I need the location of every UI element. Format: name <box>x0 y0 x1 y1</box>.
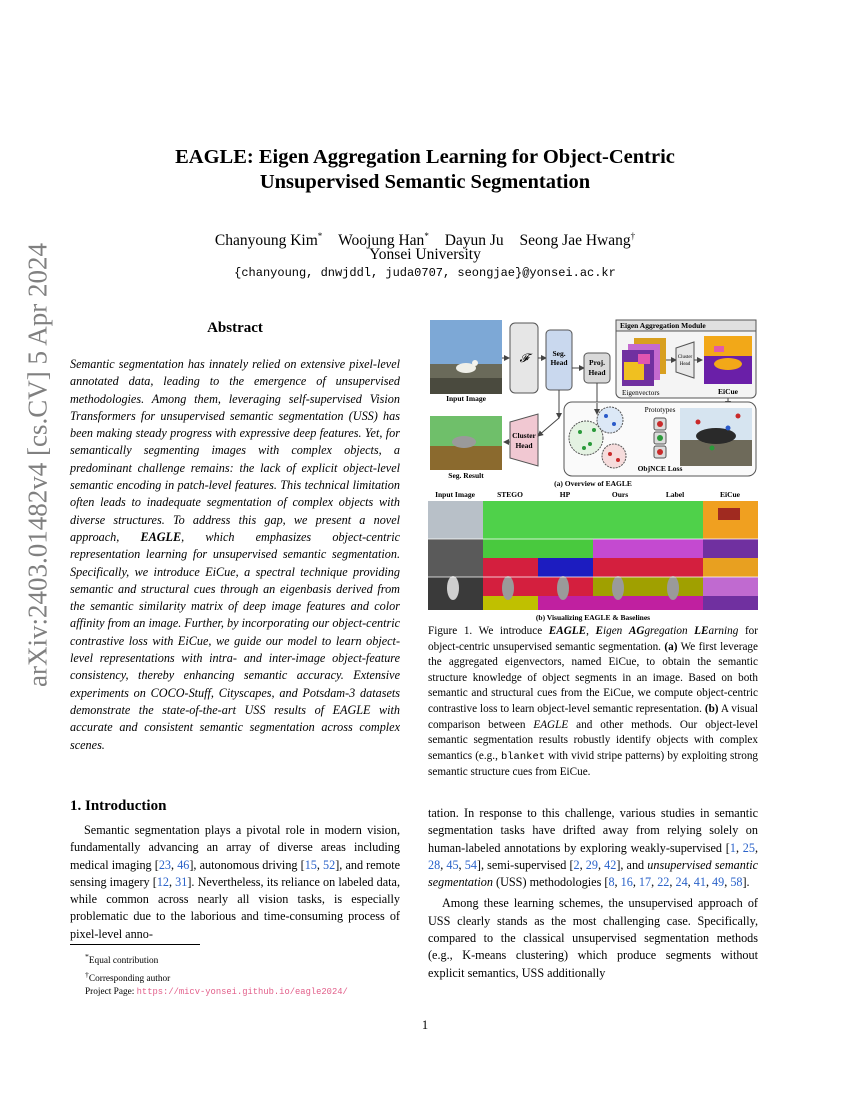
label-objnce: ObjNCE Loss <box>637 464 683 473</box>
cluster-head-small <box>676 342 694 378</box>
author: Dayun Ju <box>444 232 504 250</box>
project-page-link[interactable]: https://micv-yonsei.github.io/eagle2024/ <box>136 987 348 998</box>
abstract-heading: Abstract <box>207 320 263 336</box>
footnote-project: Project Page: https://micv-yonsei.github.io/eagle2024/ <box>85 987 348 998</box>
citation-link[interactable]: 16 <box>620 875 633 890</box>
cluster-head-small-label: Cluster <box>677 355 693 360</box>
cluster-head-label: Cluster <box>512 431 536 440</box>
footnote-corresponding: †Corresponding author <box>85 970 171 985</box>
citation-link[interactable]: 8 <box>608 875 615 890</box>
eigenvector-stack <box>622 338 666 386</box>
col-label: Label <box>665 490 685 499</box>
col-input-image: Input Image <box>435 490 475 499</box>
citation-link[interactable]: 31 <box>175 874 188 889</box>
label-input-image: Input Image <box>446 394 486 403</box>
seg-head-label: Seg. <box>552 349 566 358</box>
citation-link[interactable]: 22 <box>657 875 670 890</box>
citation-link[interactable]: 24 <box>675 875 688 890</box>
seg-head-label: Head <box>550 358 568 367</box>
baseline-column-headers <box>435 490 741 499</box>
cluster-head-label: Head <box>515 441 533 450</box>
seg-result-thumb <box>430 416 502 470</box>
citation-link[interactable]: 49 <box>712 875 725 890</box>
objnce-image <box>680 408 752 466</box>
citation-link[interactable]: 2 <box>573 857 580 872</box>
cluster-head-block <box>510 414 538 466</box>
citation-link[interactable]: 52 <box>323 857 336 872</box>
citation-link[interactable]: 28 <box>428 857 441 872</box>
citation-link[interactable]: 58 <box>730 875 743 890</box>
figure-caption: Figure 1. We introduce EAGLE, Eigen AGgregation LEarning for object-centric unsupervised semantic segmentation. (a) We first leverage the aggregated eigenvectors, named EiCue, to obtain the semantic structure knowledge of object segments in an image. Based on both semantic and structural cues from the EiCue, we compute object-centric contrastive loss to learn object-level semantic representation. (b) A visual comparison between EAGLE and other methods. Our object-level semantic segmentation results robustly identify objects with complex semantics (e.g., blanket with vivid stripe patterns) by exploiting strong semantic structure cues from EiCue. <box>428 625 759 779</box>
citation-link[interactable]: 45 <box>446 857 459 872</box>
citation-link[interactable]: 25 <box>742 840 755 855</box>
feature-symbol: 𝓕 <box>519 351 529 365</box>
footnotes <box>70 950 410 999</box>
arxiv-stamp <box>18 243 58 687</box>
input-image-thumb <box>430 320 502 394</box>
col-hp: HP <box>559 490 571 499</box>
author: Seong Jae Hwang† <box>519 231 636 250</box>
title-line-1: EAGLE: Eigen Aggregation Learning for Object-Centric <box>175 146 675 168</box>
citation-link[interactable]: 1 <box>729 840 736 855</box>
footnote-equal: *Equal contribution <box>85 952 159 967</box>
author: Woojung Han* <box>338 231 429 250</box>
citation-link[interactable]: 15 <box>304 857 317 872</box>
citation-link[interactable]: 46 <box>177 857 190 872</box>
paper-title <box>0 145 850 195</box>
baselines-caption: (b) Visualizing EAGLE & Baselines <box>535 613 651 622</box>
intro-heading: 1. Introduction <box>70 798 167 814</box>
col-ours: Ours <box>611 490 629 499</box>
label-eigenvectors: Eigenvectors <box>622 389 660 397</box>
col-stego: STEGO <box>497 490 523 499</box>
author: Chanyoung Kim* <box>214 231 323 250</box>
affiliation: Yonsei University <box>369 246 481 263</box>
proj-head-label: Head <box>588 368 606 377</box>
col-eicue: EiCue <box>719 490 741 499</box>
footnote-rule <box>70 944 200 945</box>
label-prototypes: Prototypes <box>644 406 676 414</box>
citation-link[interactable]: 12 <box>156 874 169 889</box>
arxiv-id: arXiv:2403.01482v4 [cs.CV] 5 Apr 2024 <box>22 243 53 687</box>
figure-1 <box>428 318 758 623</box>
page-number: 1 <box>421 1018 429 1032</box>
eigen-module-title: Eigen Aggregation Module <box>620 321 706 330</box>
proj-head-label: Proj. <box>589 358 605 367</box>
citation-link[interactable]: 41 <box>693 875 706 890</box>
citation-link[interactable]: 29 <box>585 857 598 872</box>
eicue-map <box>704 336 752 384</box>
label-seg-result: Seg. Result <box>448 471 484 480</box>
author-emails[interactable]: {chanyoung, dnwjddl, juda0707, seongjae}@yonsei.ac.kr <box>234 266 616 280</box>
cluster-head-small-label: Head <box>679 362 691 367</box>
citation-link[interactable]: 23 <box>158 857 172 872</box>
abstract-body: Semantic segmentation has innately relied on extensive pixel-level annotated data, leading to the emergence of unsupervised methodologies. Among them, leveraging self-supervised Vision Transformers for unsupervised semantic segmentation (USS) has been making steady progress with expressive deep features. Yet, for semantically segmenting images with complex objects, a predominant challenge remains: the lack of explicit object-level semantic encoding in patch-level features. This technical limitation often leads to inadequate segmentation of complex objects with diverse structures. To address this gap, we present a novel approach, EAGLE, which emphasizes object-centric representation learning for unsupervised semantic segmentation. Specifically, we introduce EiCue, a spectral technique providing semantic and structural cues through an eigenbasis derived from the semantic similarity matrix of deep image features and color affinity from an image. Further, by incorporating our object-centric contrastive loss with EiCue, we guide our model to learn object-level representations with intra- and inter-image object-feature consistency, thereby enhancing semantic accuracy. Extensive experiments on COCO-Stuff, Cityscapes, and Potsdam-3 datasets demonstrate the state-of-the-art USS results of EAGLE with accurate and consistent semantic segmentation across complex scenes. <box>70 357 400 752</box>
citation-link[interactable]: 54 <box>464 857 477 872</box>
prototype-stack <box>654 418 666 458</box>
baseline-grid <box>428 501 758 610</box>
title-line-2: Unsupervised Semantic Segmentation <box>259 171 591 193</box>
eagle-name: EAGLE <box>140 529 182 544</box>
paragraph: Among these learning schemes, the unsupervised approach of USS clearly stands as the most challenging case. Specifically, compared to the classical unsupervised segmentation methods (e.g., K-means clustering) which produce segments without explicit semantics, USS additionally <box>428 896 758 980</box>
citation-link[interactable]: 17 <box>638 875 652 890</box>
label-eicue: EiCue <box>717 387 739 396</box>
citation-link[interactable]: 42 <box>604 857 617 872</box>
intro-body: Semantic segmentation plays a pivotal role in modern vision, fundamentally advancing an array of diverse areas including medical imaging [23, 46], autonomous driving [15, 52], and remote sensing imagery [12, 31]. Nevertheless, its reliance on labeled data, while common across nearly all vision tasks, is especially problematic due to the laborious and time-consuming process of pixel-level anno- <box>70 823 401 941</box>
paragraph: tation. In response to this challenge, various studies in semantic segmentation tasks have drifted away from relying solely on human-labeled annotations by exploring weakly-supervised [1, 25, 28, 45, 54], semi-supervised [2, 29, 42], and unsupervised semantic segmentation (USS) methodologies [8, 16, 17, 22, 24, 41, 49, 58]. <box>428 806 759 890</box>
overview-caption: (a) Overview of EAGLE <box>554 479 632 488</box>
right-column-body <box>428 805 758 982</box>
